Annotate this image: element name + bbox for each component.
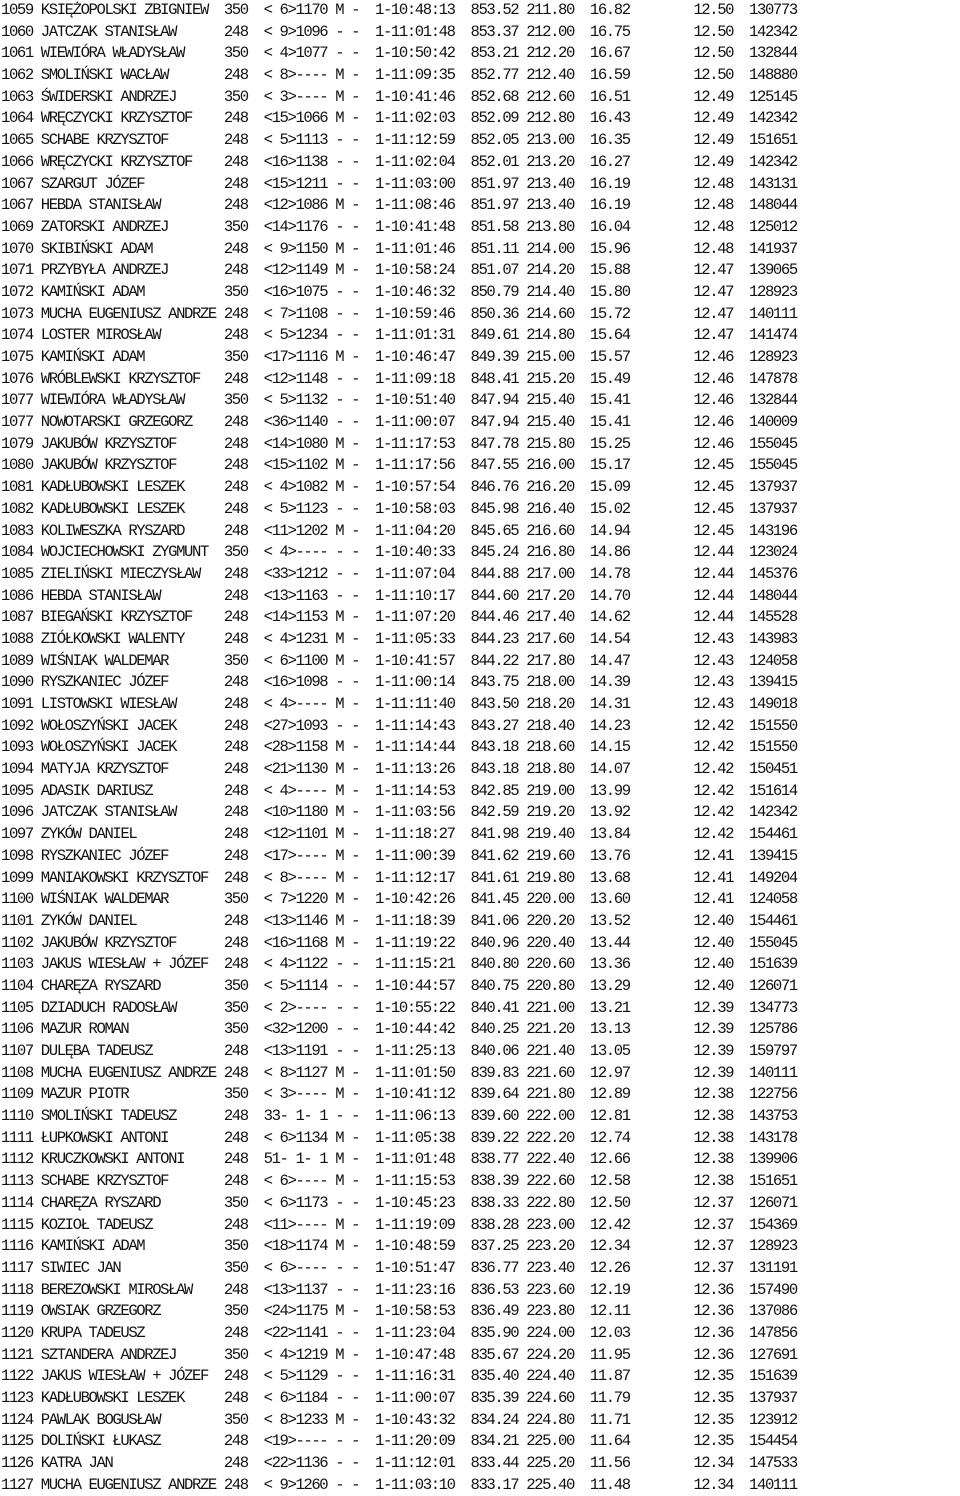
result-row: 1119 OWSIAK GRZEGORZ 350 <24>1175 M - 1-10:58:53 836.49 223.80 12.11 12.36 137086: [1, 1302, 797, 1321]
result-row: 1073 MUCHA EUGENIUSZ ANDRZE 248 < 7>1108 - - 1-10:59:46 850.36 214.60 15.72 12.47 140111: [1, 304, 797, 323]
result-row: 1100 WIŚNIAK WALDEMAR 350 < 7>1220 M - 1-10:42:26 841.45 220.00 13.60 12.41 124058: [1, 890, 797, 909]
result-row: 1077 WIEWIÓRA WŁADYSŁAW 350 < 5>1132 - - 1-10:51:40 847.94 215.40 15.41 12.46 132844: [1, 391, 797, 410]
result-row: 1082 KADŁUBOWSKI LESZEK 248 < 5>1123 - - 1-10:58:03 845.98 216.40 15.02 12.45 137937: [1, 499, 797, 518]
result-row: 1125 DOLIŃSKI ŁUKASZ 248 <19>---- - - 1-11:20:09 834.21 225.00 11.64 12.35 154454: [1, 1432, 797, 1451]
result-row: 1096 JATCZAK STANISŁAW 248 <10>1180 M - 1-11:03:56 842.59 219.20 13.92 12.42 142342: [1, 803, 797, 822]
result-row: 1120 KRUPA TADEUSZ 248 <22>1141 - - 1-11:23:04 835.90 224.00 12.03 12.36 147856: [1, 1323, 797, 1342]
result-row: 1065 SCHABE KRZYSZTOF 248 < 5>1113 - - 1-11:12:59 852.05 213.00 16.35 12.49 151651: [1, 131, 797, 150]
result-row: 1106 MAZUR ROMAN 350 <32>1200 - - 1-10:44:42 840.25 221.20 13.13 12.39 125786: [1, 1020, 797, 1039]
result-row: 1074 LOSTER MIROSŁAW 248 < 5>1234 - - 1-11:01:31 849.61 214.80 15.64 12.47 141474: [1, 326, 797, 345]
result-row: 1080 JAKUBÓW KRZYSZTOF 248 <15>1102 M - 1-11:17:56 847.55 216.00 15.17 12.45 155045: [1, 456, 797, 475]
results-table: [1, 0, 959, 1496]
result-row: 1067 HEBDA STANISŁAW 248 <12>1086 M - 1-11:08:46 851.97 213.40 16.19 12.48 148044: [1, 196, 797, 215]
result-row: 1101 ZYKÓW DANIEL 248 <13>1146 M - 1-11:18:39 841.06 220.20 13.52 12.40 154461: [1, 911, 797, 930]
result-row: 1071 PRZYBYŁA ANDRZEJ 248 <12>1149 M - 1-10:58:24 851.07 214.20 15.88 12.47 139065: [1, 261, 797, 280]
result-row: 1088 ZIÓŁKOWSKI WALENTY 248 < 4>1231 M - 1-11:05:33 844.23 217.60 14.54 12.43 143983: [1, 629, 797, 648]
result-row: 1115 KOZIOŁ TADEUSZ 248 <11>---- M - 1-11:19:09 838.28 223.00 12.42 12.37 154369: [1, 1215, 797, 1234]
result-row: 1093 WOŁOSZYŃSKI JACEK 248 <28>1158 M - 1-11:14:44 843.18 218.60 14.15 12.42 151550: [1, 738, 797, 757]
result-row: 1061 WIEWIÓRA WŁADYSŁAW 350 < 4>1077 - - 1-10:50:42 853.21 212.20 16.67 12.50 132844: [1, 44, 797, 63]
result-row: 1094 MATYJA KRZYSZTOF 248 <21>1130 M - 1-11:13:26 843.18 218.80 14.07 12.42 150451: [1, 760, 797, 779]
result-row: 1098 RYSZKANIEC JÓZEF 248 <17>---- M - 1-11:00:39 841.62 219.60 13.76 12.41 139415: [1, 846, 797, 865]
result-row: 1124 PAWLAK BOGUSŁAW 350 < 8>1233 M - 1-10:43:32 834.24 224.80 11.71 12.35 123912: [1, 1410, 797, 1429]
result-row: 1089 WIŚNIAK WALDEMAR 350 < 6>1100 M - 1-10:41:57 844.22 217.80 14.47 12.43 124058: [1, 651, 797, 670]
result-row: 1087 BIEGAŃSKI KRZYSZTOF 248 <14>1153 M - 1-11:07:20 844.46 217.40 14.62 12.44 145528: [1, 608, 797, 627]
result-row: 1077 NOWOTARSKI GRZEGORZ 248 <36>1140 - - 1-11:00:07 847.94 215.40 15.41 12.46 140009: [1, 413, 797, 432]
result-row: 1113 SCHABE KRZYSZTOF 248 < 6>---- M - 1-11:15:53 838.39 222.60 12.58 12.38 151651: [1, 1172, 797, 1191]
result-row: 1095 ADASIK DARIUSZ 248 < 4>---- M - 1-11:14:53 842.85 219.00 13.99 12.42 151614: [1, 781, 797, 800]
result-row: 1118 BEREZOWSKI MIROSŁAW 248 <13>1137 - - 1-11:23:16 836.53 223.60 12.19 12.36 157490: [1, 1280, 797, 1299]
result-row: 1108 MUCHA EUGENIUSZ ANDRZE 248 < 8>1127 M - 1-11:01:50 839.83 221.60 12.97 12.39 140111: [1, 1063, 797, 1082]
result-row: 1076 WRÓBLEWSKI KRZYSZTOF 248 <12>1148 - - 1-11:09:18 848.41 215.20 15.49 12.46 147878: [1, 369, 797, 388]
result-row: 1083 KOLIWESZKA RYSZARD 248 <11>1202 M - 1-11:04:20 845.65 216.60 14.94 12.45 143196: [1, 521, 797, 540]
result-row: 1103 JAKUS WIESŁAW + JÓZEF 248 < 4>1122 - - 1-11:15:21 840.80 220.60 13.36 12.40 151639: [1, 955, 797, 974]
result-row: 1112 KRUCZKOWSKI ANTONI 248 51- 1- 1 M - 1-11:01:48 838.77 222.40 12.66 12.38 139906: [1, 1150, 797, 1169]
result-row: 1123 KADŁUBOWSKI LESZEK 248 < 6>1184 - - 1-11:00:07 835.39 224.60 11.79 12.35 137937: [1, 1389, 797, 1407]
result-row: 1099 MANIAKOWSKI KRZYSZTOF 248 < 8>---- M - 1-11:12:17 841.61 219.80 13.68 12.41 149204: [1, 868, 797, 887]
result-row: 1104 CHARĘZA RYSZARD 350 < 5>1114 - - 1-10:44:57 840.75 220.80 13.29 12.40 126071: [1, 976, 797, 995]
result-row: 1084 WOJCIECHOWSKI ZYGMUNT 350 < 4>---- - - 1-10:40:33 845.24 216.80 14.86 12.44 123024: [1, 543, 797, 562]
result-row: 1102 JAKUBÓW KRZYSZTOF 248 <16>1168 M - 1-11:19:22 840.96 220.40 13.44 12.40 155045: [1, 933, 797, 952]
result-row: 1105 DZIADUCH RADOSŁAW 350 < 2>---- - - 1-10:55:22 840.41 221.00 13.21 12.39 134773: [1, 998, 797, 1017]
result-row: 1069 ZATORSKI ANDRZEJ 350 <14>1176 - - 1-10:41:48 851.58 213.80 16.04 12.48 125012: [1, 217, 797, 236]
result-row: 1126 KATRA JAN 248 <22>1136 - - 1-11:12:01 833.44 225.20 11.56 12.34 147533: [1, 1454, 797, 1473]
result-row: 1110 SMOLIŃSKI TADEUSZ 248 33- 1- 1 - - 1-11:06:13 839.60 222.00 12.81 12.38 143753: [1, 1107, 797, 1126]
result-row: 1066 WRĘCZYCKI KRZYSZTOF 248 <16>1138 - - 1-11:02:04 852.01 213.20 16.27 12.49 142342: [1, 152, 797, 171]
result-row: 1121 SZTANDERA ANDRZEJ 350 < 4>1219 M - 1-10:47:48 835.67 224.20 11.95 12.36 127691: [1, 1345, 797, 1364]
result-row: 1086 HEBDA STANISŁAW 248 <13>1163 - - 1-11:10:17 844.60 217.20 14.70 12.44 148044: [1, 586, 797, 605]
result-row: 1091 LISTOWSKI WIESŁAW 248 < 4>---- M - 1-11:11:40 843.50 218.20 14.31 12.43 149018: [1, 695, 797, 713]
result-row: 1070 SKIBIŃSKI ADAM 248 < 9>1150 M - 1-11:01:46 851.11 214.00 15.96 12.48 141937: [1, 239, 797, 258]
result-row: 1097 ZYKÓW DANIEL 248 <12>1101 M - 1-11:18:27 841.98 219.40 13.84 12.42 154461: [1, 825, 797, 844]
result-row: 1092 WOŁOSZYŃSKI JACEK 248 <27>1093 - - 1-11:14:43 843.27 218.40 14.23 12.42 151550: [1, 716, 797, 735]
result-row: 1117 SIWIEC JAN 350 < 6>---- - - 1-10:51:47 836.77 223.40 12.26 12.37 131191: [1, 1258, 797, 1277]
result-row: 1072 KAMIŃSKI ADAM 350 <16>1075 - - 1-10:46:32 850.79 214.40 15.80 12.47 128923: [1, 282, 797, 301]
result-row: 1063 ŚWIDERSKI ANDRZEJ 350 < 3>---- M - 1-10:41:46 852.68 212.60 16.51 12.49 125145: [1, 87, 797, 106]
result-row: 1081 KADŁUBOWSKI LESZEK 248 < 4>1082 M - 1-10:57:54 846.76 216.20 15.09 12.45 137937: [1, 478, 797, 497]
result-row: 1062 SMOLIŃSKI WACŁAW 248 < 8>---- M - 1-11:09:35 852.77 212.40 16.59 12.50 148880: [1, 66, 797, 85]
result-row: 1059 KSIĘŻOPOLSKI ZBIGNIEW 350 < 6>1170 M - 1-10:48:13 853.52 211.80 16.82 12.50 130773: [1, 1, 797, 19]
result-row: 1114 CHARĘZA RYSZARD 350 < 6>1173 - - 1-10:45:23 838.33 222.80 12.50 12.37 126071: [1, 1193, 797, 1212]
result-row: 1111 ŁUPKOWSKI ANTONI 248 < 6>1134 M - 1-11:05:38 839.22 222.20 12.74 12.38 143178: [1, 1128, 797, 1147]
result-row: 1122 JAKUS WIESŁAW + JÓZEF 248 < 5>1129 - - 1-11:16:31 835.40 224.40 11.87 12.35 151639: [1, 1367, 797, 1386]
result-row: 1090 RYSZKANIEC JÓZEF 248 <16>1098 - - 1-11:00:14 843.75 218.00 14.39 12.43 139415: [1, 673, 797, 692]
result-row: 1060 JATCZAK STANISŁAW 248 < 9>1096 - - 1-11:01:48 853.37 212.00 16.75 12.50 142342: [1, 22, 797, 41]
result-row: 1079 JAKUBÓW KRZYSZTOF 248 <14>1080 M - 1-11:17:53 847.78 215.80 15.25 12.46 155045: [1, 434, 797, 453]
result-row: 1107 DULĘBA TADEUSZ 248 <13>1191 - - 1-11:25:13 840.06 221.40 13.05 12.39 159797: [1, 1042, 797, 1060]
result-row: 1127 MUCHA EUGENIUSZ ANDRZE 248 < 9>1260 - - 1-11:03:10 833.17 225.40 11.48 12.34 140111: [1, 1475, 797, 1494]
result-row: 1085 ZIELIŃSKI MIECZYSŁAW 248 <33>1212 - - 1-11:07:04 844.88 217.00 14.78 12.44 145376: [1, 564, 797, 583]
result-row: 1075 KAMIŃSKI ADAM 350 <17>1116 M - 1-10:46:47 849.39 215.00 15.57 12.46 128923: [1, 348, 797, 366]
result-row: 1067 SZARGUT JÓZEF 248 <15>1211 - - 1-11:03:00 851.97 213.40 16.19 12.48 143131: [1, 174, 797, 193]
result-row: 1116 KAMIŃSKI ADAM 350 <18>1174 M - 1-10:48:59 837.25 223.20 12.34 12.37 128923: [1, 1237, 797, 1256]
result-row: 1064 WRĘCZYCKI KRZYSZTOF 248 <15>1066 M - 1-11:02:03 852.09 212.80 16.43 12.49 142342: [1, 109, 797, 128]
result-row: 1109 MAZUR PIOTR 350 < 3>---- M - 1-10:41:12 839.64 221.80 12.89 12.38 122756: [1, 1085, 797, 1104]
